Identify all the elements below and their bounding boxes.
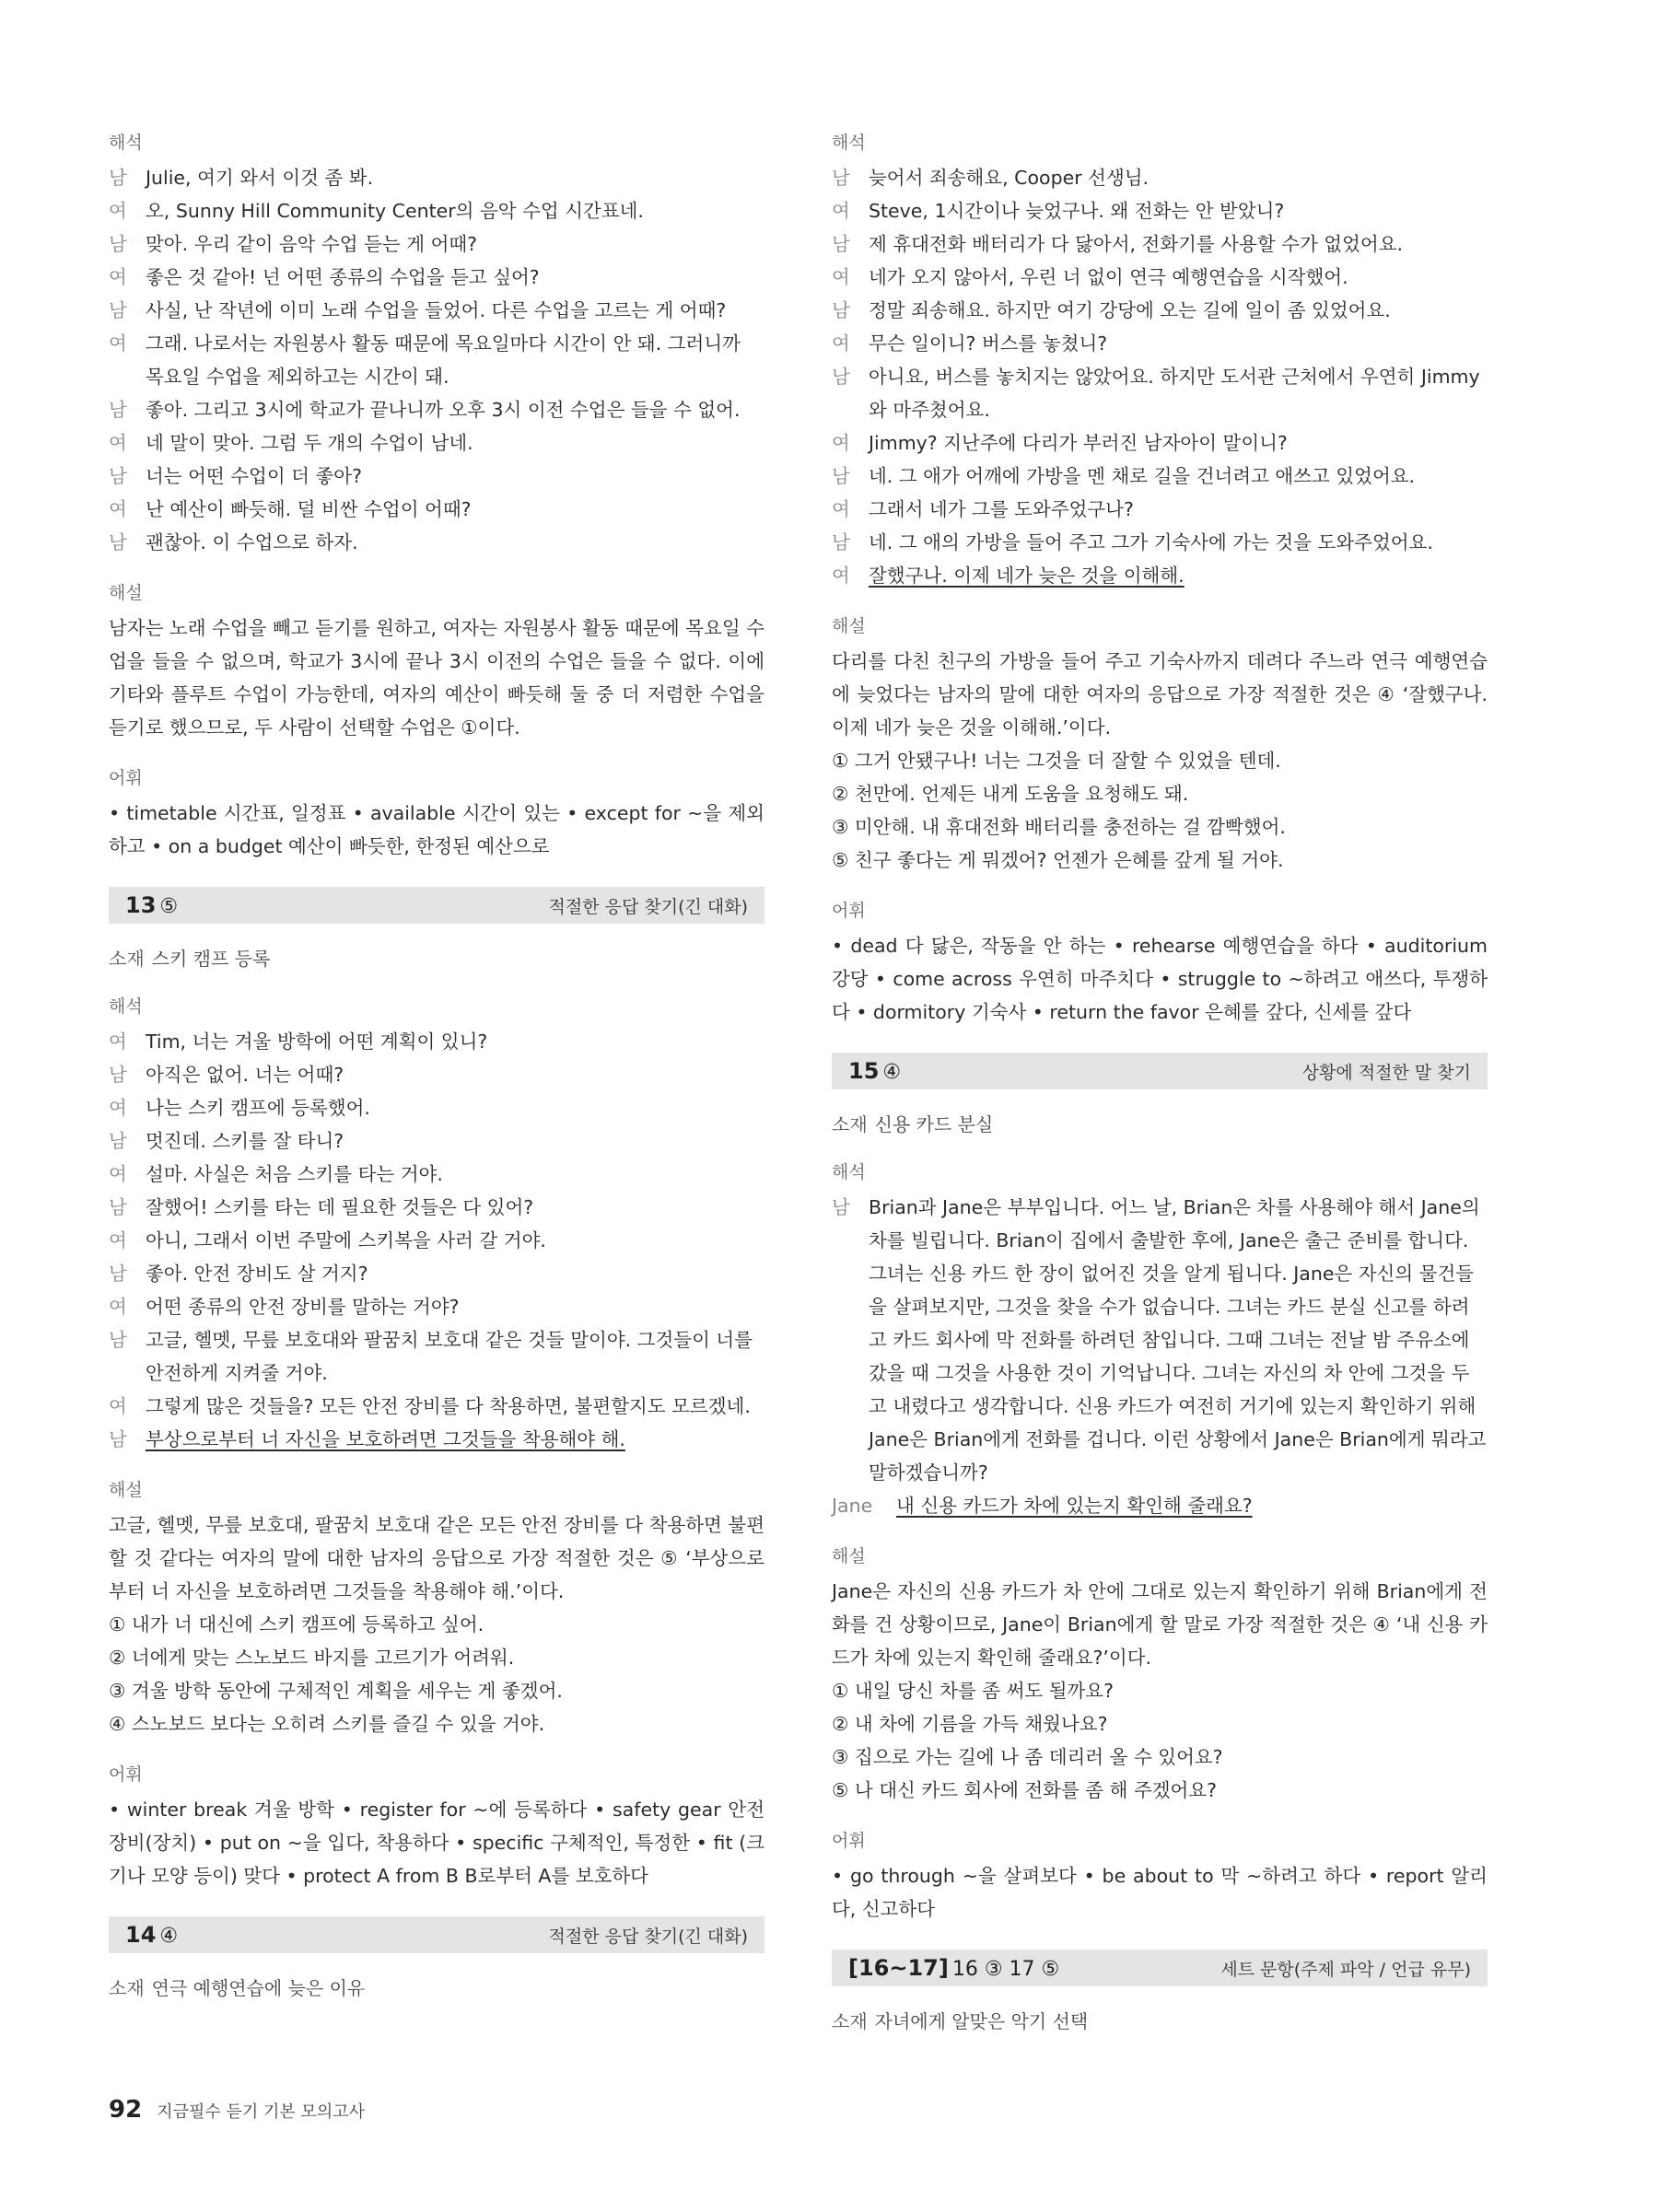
interpretation-label: 해석 (109, 133, 143, 153)
book-title: 지금필수 듣기 기본 모의고사 (157, 2102, 366, 2122)
speaker-label: 남 (109, 1130, 127, 1152)
dialogue-text: 아니요, 버스를 놓치지는 않았어요. 하지만 도서관 근처에서 우연히 Jimmy와 마주쳤어요. (869, 366, 1480, 421)
explanation-text: 남자는 노래 수업을 빼고 듣기를 원하고, 여자는 자원봉사 활동 때문에 목요일 수업을 들을 수 없으며, 학교가 3시에 끝나 3시 이전의 수업은 들을 수 없다. 이에 기타와 플루트 수업이 가능한데, 여자의 예산이 빠듯해 둘 중 더 저렴한 수업을 듣기로 했으므로, 두 사람이 선택할 수업은 ①이다. (109, 617, 764, 739)
topic-text: 자녀에게 알맞은 악기 선택 (874, 2010, 1089, 2032)
vocabulary-label: 어휘 (832, 1831, 866, 1851)
dialogue-text: Jimmy? 지난주에 다리가 부러진 남자아이 말이니? (869, 432, 1288, 454)
dialogue-line (109, 1158, 764, 1191)
page-number: 92 (109, 2096, 143, 2124)
dialogue-text: Brian과 Jane은 부부입니다. 어느 날, Brian은 차를 사용해야 해서 Jane의 차를 빌립니다. Brian이 집에서 출발한 후에, Jane은 출근 준비를 합니다. 그녀는 신용 카드 한 장이 없어진 것을 알게 됩니다. Jane은 자신의 물건들을 살펴보지만, 그것을 찾을 수가 없습니다. 그녀는 카드 분실 신고를 하려고 카드 회사에 막 전화를 하려던 참입니다. 그때 그녀는 전날 밤 주유소에 갔을 때 그것을 사용한 것이 기억납니다. 그녀는 자신의 차 안에 그것을 두고 내렸다고 생각합니다. 신용 카드가 여전히 거기에 있는지 확인하기 위해 Jane은 Brian에게 전화를 겁니다. 이런 상황에서 Jane은 Brian에게 뭐라고 말하겠습니까? (869, 1196, 1487, 1484)
dialogue-text: Steve, 1시간이나 늦었구나. 왜 전화는 안 받았니? (869, 200, 1285, 222)
dialogue-line (109, 1390, 764, 1423)
options-q15 (832, 1674, 1488, 1807)
speaker-label: Jane (832, 1495, 873, 1517)
dialogue-line (109, 1423, 764, 1456)
dialogue-line (832, 526, 1488, 559)
dialogue-text: 어떤 종류의 안전 장비를 말하는 거야? (146, 1296, 460, 1318)
dialogue-text: 사실, 난 작년에 이미 노래 수업을 들었어. 다른 수업을 고르는 게 어때? (146, 299, 727, 321)
topic-text: 신용 카드 분실 (874, 1113, 994, 1135)
dialogue-line (832, 227, 1488, 261)
vocabulary-text: • go through ~을 살펴보다 • be about to 막 ~하려고 하다 • report 알리다, 신고하다 (832, 1865, 1488, 1920)
vocabulary-text: • timetable 시간표, 일정표 • available 시간이 있는 • except for ~을 제외하고 • on a budget 예산이 빠듯한, 한정된 예산으로 (109, 802, 764, 857)
dialogue-line (832, 426, 1488, 460)
vocabulary-label: 어휘 (109, 1764, 143, 1785)
speaker-label: 남 (109, 299, 127, 321)
dialogue-line (109, 1091, 764, 1124)
dialogue-text: 제 휴대전화 배터리가 다 닳아서, 전화기를 사용할 수가 없었어요. (869, 233, 1404, 255)
dialogue-text: 네 말이 맞아. 그럼 두 개의 수업이 남네. (146, 432, 473, 454)
q14-vocabulary (832, 897, 1488, 1029)
question-type: 적절한 응답 찾기(긴 대화) (548, 896, 748, 917)
dialogue-line (832, 327, 1488, 360)
q14-interpretation (832, 129, 1488, 592)
dialogue-line (109, 161, 764, 194)
speaker-label: 남 (832, 299, 850, 321)
dialogue-line (832, 360, 1488, 426)
q12-explanation (109, 579, 764, 744)
speaker-label: 여 (109, 332, 127, 355)
dialogue-text: 좋아. 그리고 3시에 학교가 끝나니까 오후 3시 이전 수업은 들을 수 없어. (146, 399, 741, 421)
dialogue-line (109, 1323, 764, 1390)
dialogue-text: 나는 스키 캠프에 등록했어. (146, 1097, 370, 1119)
dialogue-line (109, 526, 764, 559)
q13-vocabulary (109, 1761, 764, 1892)
speaker-label: 남 (832, 1196, 850, 1218)
question-header-14 (109, 1916, 764, 1953)
topic-13 (109, 944, 764, 971)
speaker-label: 여 (109, 1030, 127, 1053)
speaker-label: 남 (109, 1064, 127, 1086)
answer-option: ④ 스노보드 보다는 오히려 스키를 즐길 수 있을 거야. (109, 1713, 545, 1735)
speaker-label: 여 (109, 1229, 127, 1252)
speaker-label: 남 (832, 366, 850, 388)
dialogue-line (832, 261, 1488, 294)
options-q14 (832, 744, 1488, 877)
explanation-label: 해설 (832, 616, 866, 636)
dialogue-line (109, 460, 764, 493)
dialogue-q14 (832, 161, 1488, 592)
question-header-13 (109, 887, 764, 924)
dialogue-line (109, 1290, 764, 1323)
answer-option: ③ 미안해. 내 휴대전화 배터리를 충전하는 걸 깜빡했어. (832, 816, 1286, 838)
interpretation-label: 해석 (832, 1162, 866, 1182)
speaker-label: 여 (109, 1163, 127, 1185)
dialogue-q15 (832, 1191, 1488, 1489)
dialogue-text: 멋진데. 스키를 잘 타니? (146, 1130, 344, 1152)
topic-label: 소재 (832, 2010, 868, 2032)
speaker-label: 여 (109, 498, 127, 520)
speaker-label: 여 (832, 498, 850, 520)
explanation-text: Jane은 자신의 신용 카드가 차 안에 그대로 있는지 확인하기 위해 Brian에게 전화를 건 상황이므로, Jane이 Brian에게 할 말로 가장 적절한 것은 ④ ‘내 신용 카드가 차에 있는지 확인해 줄래요?’이다. (832, 1580, 1488, 1669)
dialogue-line (832, 559, 1488, 592)
dialogue-line (832, 294, 1488, 327)
dialogue-text: 그렇게 많은 것들을? 모든 안전 장비를 다 착용하면, 불편할지도 모르겠네. (146, 1395, 751, 1417)
topic-text: 스키 캠프 등록 (151, 948, 271, 970)
dialogue-line (109, 294, 764, 327)
options-q13 (109, 1608, 764, 1740)
q13-interpretation (109, 993, 764, 1456)
speaker-label: 남 (109, 1196, 127, 1218)
answer-option: ③ 겨울 방학 동안에 구체적인 계획을 세우는 게 좋겠어. (109, 1680, 563, 1702)
speaker-label: 남 (109, 531, 127, 553)
question-header-16-17 (832, 1950, 1488, 1986)
dialogue-line (832, 194, 1488, 227)
dialogue-line (109, 493, 764, 526)
speaker-label: 여 (109, 1097, 127, 1119)
dialogue-text: 네. 그 애의 가방을 들어 주고 그가 기숙사에 가는 것을 도와주었어요. (869, 531, 1433, 553)
speaker-label: 여 (109, 1395, 127, 1417)
speaker-label: 남 (109, 1428, 127, 1450)
dialogue-text: 늦어서 죄송해요, Cooper 선생님. (869, 167, 1150, 189)
dialogue-line (832, 493, 1488, 526)
question-type: 적절한 응답 찾기(긴 대화) (548, 1926, 748, 1947)
speaker-label: 여 (832, 565, 850, 587)
dialogue-text: Julie, 여기 와서 이것 좀 봐. (146, 167, 374, 189)
answer-option: ② 천만에. 언제든 내게 도움을 요청해도 돼. (832, 783, 1189, 805)
explanation-label: 해설 (109, 1480, 143, 1500)
jane-line (832, 1489, 1488, 1522)
question-type: 세트 문항(주제 파악 / 언급 유무) (1220, 1959, 1471, 1980)
dialogue-q13 (109, 1025, 764, 1456)
speaker-label: 여 (109, 1296, 127, 1318)
dialogue-text: 무슨 일이니? 버스를 놓쳤니? (869, 332, 1108, 355)
vocabulary-text: • winter break 겨울 방학 • register for ~에 등록하다 • safety gear 안전 장비(장치) • put on ~을 입다, 착용하다 • specific 구체적인, 특정한 • fit (크기나 모양 등이) 맞다 • protect A from B B로부터 A를 보호하다 (109, 1799, 764, 1887)
vocabulary-text: • dead 다 닳은, 작동을 안 하는 • rehearse 예행연습을 하다 • auditorium 강당 • come across 우연히 마주치다 • struggle to ~하려고 애쓰다, 투쟁하다 • dormitory 기숙사 • return the favor 은혜를 갚다, 신세를 갚다 (832, 935, 1488, 1023)
answer-option: ② 내 차에 기름을 가득 채웠나요? (832, 1713, 1108, 1735)
answer-option: ⑤ 친구 좋다는 게 뭐겠어? 언젠가 은혜를 갚게 될 거야. (832, 849, 1284, 871)
answer-option: ① 내일 당신 차를 좀 써도 될까요? (832, 1680, 1114, 1702)
answer-mark: 16 ③ 17 ⑤ (951, 1958, 1060, 1981)
dialogue-text: 아직은 없어. 너는 어때? (146, 1064, 344, 1086)
dialogue-q12 (109, 161, 764, 559)
answer-option: ⑤ 나 대신 카드 회사에 전화를 좀 해 주겠어요? (832, 1779, 1218, 1801)
speaker-label: 남 (109, 167, 127, 189)
question-header-15 (832, 1053, 1488, 1089)
q13-explanation (109, 1476, 764, 1740)
vocabulary-label: 어휘 (109, 768, 143, 788)
dialogue-text: 부상으로부터 너 자신을 보호하려면 그것들을 착용해야 해. (146, 1428, 625, 1450)
q14-explanation (832, 612, 1488, 877)
left-column (109, 129, 764, 2022)
answer-mark: ④ (882, 1061, 902, 1084)
answer-option: ② 너에게 맞는 스노보드 바지를 고르기가 어려워. (109, 1647, 515, 1669)
dialogue-text: 좋아. 안전 장비도 살 거지? (146, 1263, 368, 1285)
speaker-label: 여 (109, 200, 127, 222)
answer-option: ① 그거 안됐구나! 너는 그것을 더 잘할 수 있었을 텐데. (832, 750, 1281, 772)
speaker-label: 여 (109, 432, 127, 454)
dialogue-text: 네. 그 애가 어깨에 가방을 멘 채로 길을 건너려고 애쓰고 있었어요. (869, 465, 1416, 487)
topic-16 (832, 2007, 1488, 2033)
question-number: 14 (125, 1922, 157, 1948)
dialogue-text: 괜찮아. 이 수업으로 하자. (146, 531, 358, 553)
question-number: [16~17] (848, 1955, 949, 1981)
dialogue-text: 오, Sunny Hill Community Center의 음악 수업 시간표네. (146, 200, 644, 222)
speaker-label: 여 (832, 432, 850, 454)
dialogue-line (109, 1025, 764, 1058)
q12-interpretation (109, 129, 764, 559)
dialogue-text: 난 예산이 빠듯해. 덜 비싼 수업이 어때? (146, 498, 472, 520)
dialogue-text: 고글, 헬멧, 무릎 보호대와 팔꿈치 보호대 같은 것들 말이야. 그것들이 너를 안전하게 지켜줄 거야. (146, 1329, 753, 1384)
dialogue-line (109, 261, 764, 294)
dialogue-text: 잘했구나. 이제 네가 늦은 것을 이해해. (869, 565, 1185, 587)
dialogue-line (109, 1124, 764, 1158)
explanation-text: 고글, 헬멧, 무릎 보호대, 팔꿈치 보호대 같은 모든 안전 장비를 다 착용하면 불편할 것 같다는 여자의 말에 대한 남자의 응답으로 가장 적절한 것은 ⑤ ‘부상으로부터 너 자신을 보호하려면 그것들을 착용해야 해.’이다. (109, 1514, 764, 1602)
dialogue-text: 설마. 사실은 처음 스키를 타는 거야. (146, 1163, 443, 1185)
q15-vocabulary (832, 1827, 1488, 1926)
dialogue-text: Tim, 너는 겨울 방학에 어떤 계획이 있니? (146, 1030, 488, 1053)
topic-text: 연극 예행연습에 늦은 이유 (151, 1977, 366, 1999)
dialogue-line (109, 1224, 764, 1257)
topic-label: 소재 (109, 1977, 145, 1999)
dialogue-line (109, 327, 764, 393)
speaker-label: 남 (109, 1329, 127, 1351)
speaker-label: 남 (832, 531, 850, 553)
dialogue-text: 너는 어떤 수업이 더 좋아? (146, 465, 362, 487)
topic-label: 소재 (109, 948, 145, 970)
dialogue-line (109, 426, 764, 460)
explanation-label: 해설 (109, 583, 143, 603)
dialogue-text: 정말 죄송해요. 하지만 여기 강당에 오는 길에 일이 좀 있었어요. (869, 299, 1391, 321)
speaker-label: 여 (832, 266, 850, 288)
q15-interpretation (832, 1158, 1488, 1522)
speaker-label: 여 (109, 266, 127, 288)
speaker-label: 남 (109, 399, 127, 421)
question-number: 15 (848, 1058, 880, 1084)
speaker-label: 남 (832, 167, 850, 189)
q15-explanation (832, 1543, 1488, 1807)
right-column (832, 129, 1488, 2055)
dialogue-text: 잘했어! 스키를 타는 데 필요한 것들은 다 있어? (146, 1196, 534, 1218)
dialogue-text: 그래. 나로서는 자원봉사 활동 때문에 목요일마다 시간이 안 돼. 그러니까 목요일 수업을 제외하고는 시간이 돼. (146, 332, 741, 388)
speaker-label: 남 (109, 233, 127, 255)
q12-vocabulary (109, 764, 764, 863)
answer-mark: ④ (159, 1925, 179, 1948)
page-footer (109, 2096, 365, 2124)
speaker-label: 남 (832, 233, 850, 255)
answer-option: ③ 집으로 가는 길에 나 좀 데리러 올 수 있어요? (832, 1746, 1223, 1768)
dialogue-text: 좋은 것 같아! 넌 어떤 종류의 수업을 듣고 싶어? (146, 266, 540, 288)
dialogue-line (109, 1058, 764, 1091)
dialogue-text: 맞아. 우리 같이 음악 수업 듣는 게 어때? (146, 233, 478, 255)
question-number: 13 (125, 892, 157, 918)
answer-option: ① 내가 너 대신에 스키 캠프에 등록하고 싶어. (109, 1613, 484, 1636)
dialogue-line (832, 460, 1488, 493)
vocabulary-label: 어휘 (832, 901, 866, 921)
dialogue-line (109, 1191, 764, 1224)
interpretation-label: 해석 (109, 996, 143, 1017)
answer-line: 내 신용 카드가 차에 있는지 확인해 줄래요? (896, 1495, 1253, 1517)
answer-mark: ⑤ (159, 895, 179, 918)
explanation-label: 해설 (832, 1546, 866, 1566)
topic-label: 소재 (832, 1113, 868, 1135)
dialogue-line (109, 194, 764, 227)
dialogue-text: 그래서 네가 그를 도와주었구나? (869, 498, 1134, 520)
dialogue-text: 네가 오지 않아서, 우린 너 없이 연극 예행연습을 시작했어. (869, 266, 1348, 288)
explanation-text: 다리를 다친 친구의 가방을 들어 주고 기숙사까지 데려다 주느라 연극 예행연습에 늦었다는 남자의 말에 대한 여자의 응답으로 가장 적절한 것은 ④ ‘잘했구나. 이제 네가 늦은 것을 이해해.’이다. (832, 650, 1488, 739)
dialogue-line (832, 1191, 1488, 1489)
dialogue-line (109, 1257, 764, 1290)
interpretation-label: 해석 (832, 133, 866, 153)
speaker-label: 여 (832, 332, 850, 355)
dialogue-line (109, 393, 764, 426)
question-type: 상황에 적절한 말 찾기 (1301, 1062, 1471, 1083)
speaker-label: 여 (832, 200, 850, 222)
speaker-label: 남 (109, 465, 127, 487)
speaker-label: 남 (109, 1263, 127, 1285)
topic-15 (832, 1110, 1488, 1136)
dialogue-text: 아니, 그래서 이번 주말에 스키복을 사러 갈 거야. (146, 1229, 546, 1252)
topic-14 (109, 1973, 764, 2000)
dialogue-line (109, 227, 764, 261)
dialogue-line (832, 161, 1488, 194)
speaker-label: 남 (832, 465, 850, 487)
